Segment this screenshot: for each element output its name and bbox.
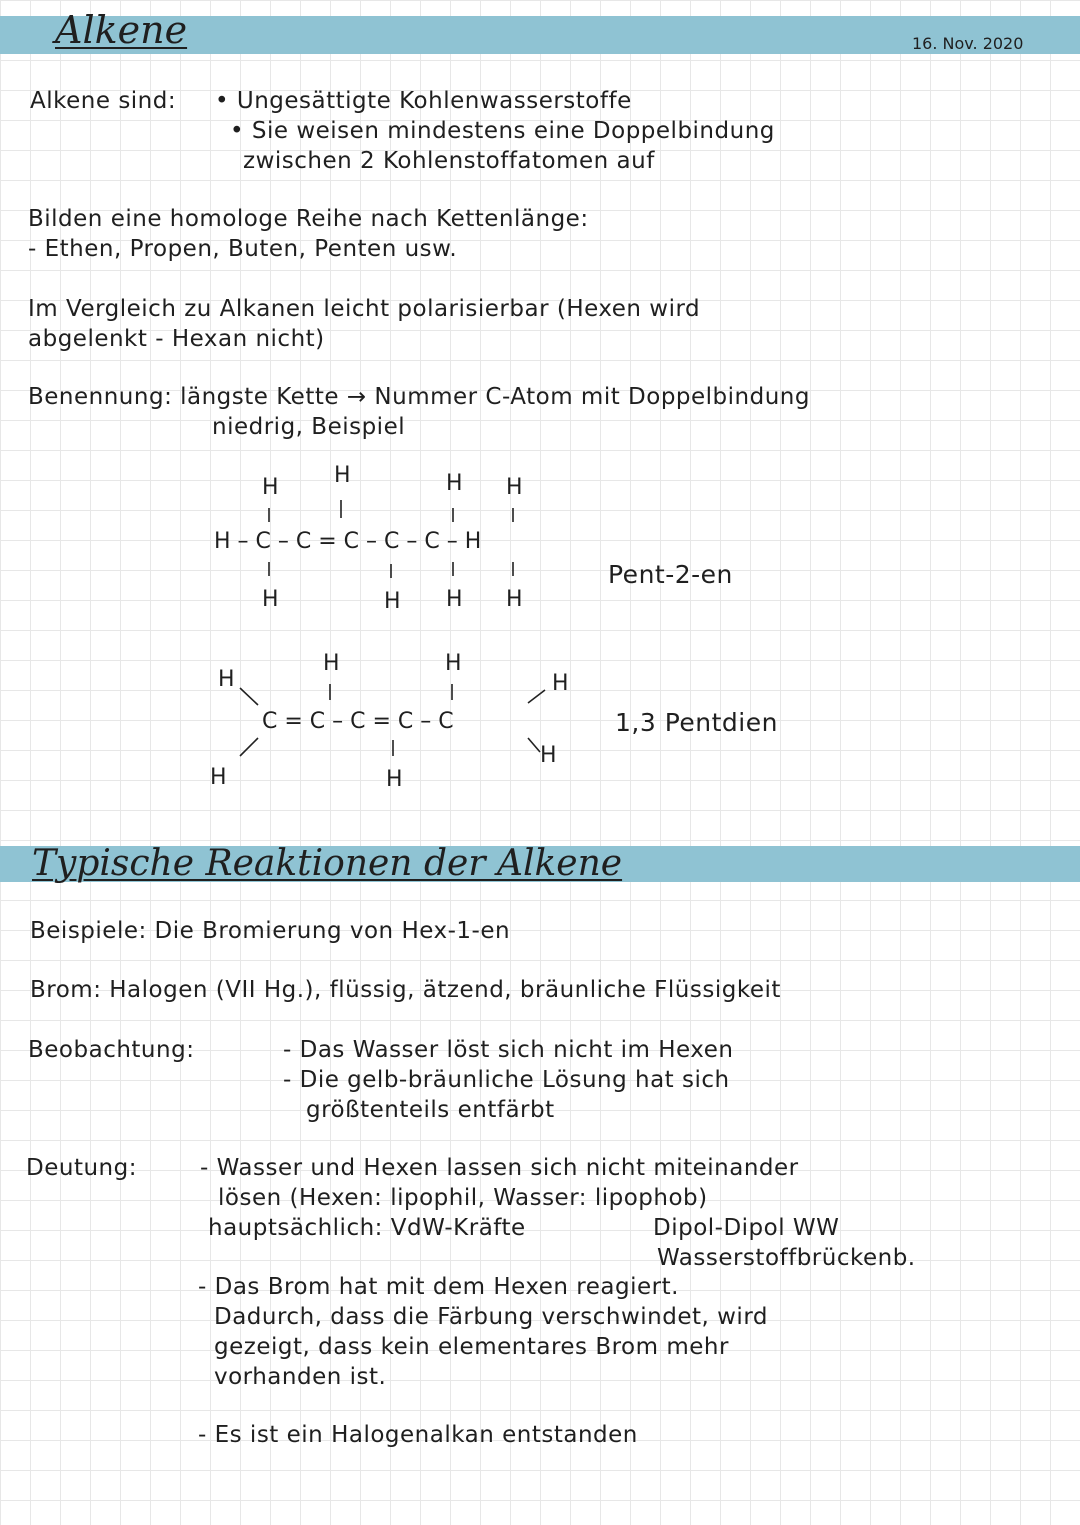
interpretation-line-8: vorhanden ist. (214, 1364, 387, 1390)
pentadien-h-top-1: H (323, 651, 340, 676)
observation-label: Beobachtung: (28, 1037, 195, 1063)
interpretation-line-6: Dadurch, dass die Färbung verschwindet, wird (214, 1304, 768, 1330)
pent-2-en-h-top-1: H (262, 475, 279, 500)
pentadien-name: 1,3 Pentdien (615, 708, 778, 737)
naming-line-2: niedrig, Beispiel (212, 414, 406, 440)
naming-line-1: Benennung: längste Kette → Nummer C-Atom mit Doppelbindung (28, 384, 810, 410)
interpretation-line-2: lösen (Hexen: lipophil, Wasser: lipophob) (218, 1185, 708, 1211)
pent-2-en-name: Pent-2-en (608, 560, 733, 589)
pentadien-h-left-bottom: H (210, 765, 227, 790)
homologous-line-1: Bilden eine homologe Reihe nach Kettenlänge: (28, 206, 589, 232)
definition-lead: Alkene sind: (30, 88, 177, 114)
definition-line-1: • Ungesättigte Kohlenwasserstoffe (215, 88, 632, 114)
polarity-line-2: abgelenkt - Hexan nicht) (28, 326, 325, 352)
observation-line-2: - Die gelb-bräunliche Lösung hat sich (283, 1067, 730, 1093)
definition-line-2: • Sie weisen mindestens eine Doppelbindung (230, 118, 775, 144)
pentadien-h-right-bottom: H (540, 743, 557, 768)
homologous-line-2: - Ethen, Propen, Buten, Penten usw. (28, 236, 458, 262)
interpretation-line-3: hauptsächlich: VdW-Kräfte (208, 1215, 526, 1241)
definition-line-3: zwischen 2 Kohlenstoffatomen auf (243, 148, 655, 174)
pentadien-h-right-top: H (552, 671, 569, 696)
pentadien-h-left-top: H (218, 667, 235, 692)
observation-line-1: - Das Wasser löst sich nicht im Hexen (283, 1037, 734, 1063)
pent-2-en-h-top-2: H (334, 463, 351, 488)
pent-2-en-h-bottom-2: H (384, 589, 401, 614)
interpretation-line-3b: Dipol-Dipol WW (653, 1215, 840, 1241)
pent-2-en-h-top-4: H (506, 475, 523, 500)
reactions-example: Beispiele: Die Bromierung von Hex-1-en (30, 918, 511, 944)
interpretation-line-7: gezeigt, dass kein elementares Brom mehr (214, 1334, 729, 1360)
pentadien-chain: C = C – C = C – C (262, 709, 454, 734)
pent-2-en-h-bottom-3: H (446, 587, 463, 612)
pent-2-en-h-bottom-1: H (262, 587, 279, 612)
pentadien-h-top-2: H (445, 651, 462, 676)
pent-2-en-h-top-3: H (446, 471, 463, 496)
page-title: Alkene (55, 8, 188, 52)
interpretation-label: Deutung: (26, 1155, 137, 1181)
reactions-title: Typische Reaktionen der Alkene (32, 843, 623, 884)
pentadien-h-bottom: H (386, 767, 403, 792)
observation-line-3: größtenteils entfärbt (306, 1097, 555, 1123)
interpretation-line-9: - Es ist ein Halogenalkan entstanden (198, 1422, 638, 1448)
interpretation-line-5: - Das Brom hat mit dem Hexen reagiert. (198, 1274, 679, 1300)
polarity-line-1: Im Vergleich zu Alkanen leicht polarisierbar (Hexen wird (28, 296, 701, 322)
date-label: 16. Nov. 2020 (912, 34, 1024, 53)
brom-description: Brom: Halogen (VII Hg.), flüssig, ätzend, bräunliche Flüssigkeit (30, 977, 781, 1003)
interpretation-line-1: - Wasser und Hexen lassen sich nicht miteinander (200, 1155, 799, 1181)
pent-2-en-chain: H – C – C = C – C – C – H (214, 529, 482, 554)
pent-2-en-h-bottom-4: H (506, 587, 523, 612)
interpretation-line-4: Wasserstoffbrückenb. (657, 1245, 916, 1271)
